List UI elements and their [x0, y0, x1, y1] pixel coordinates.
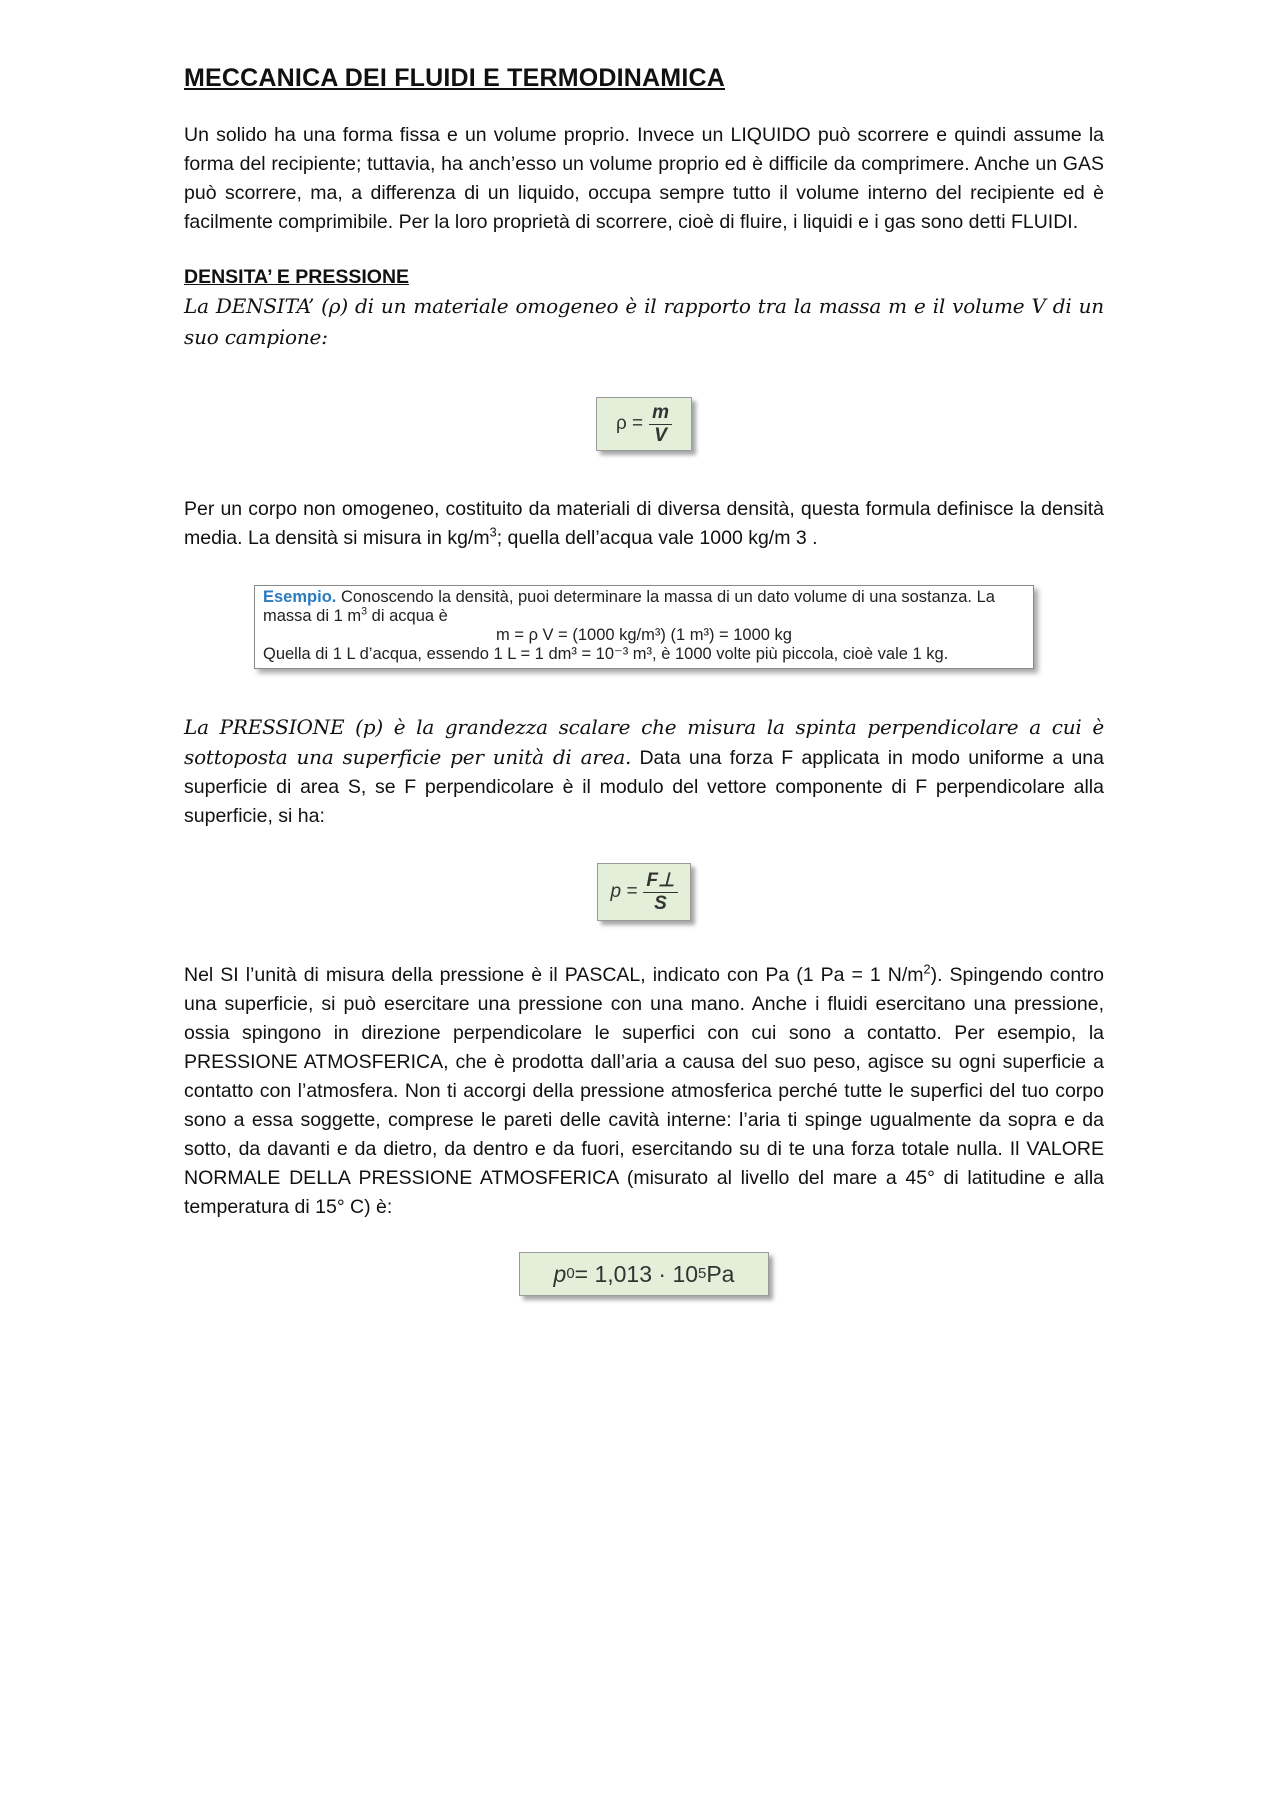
atm-formula-value: = 1,013 · 10 — [574, 1260, 699, 1287]
intro-paragraph: Un solido ha una forma fissa e un volume proprio. Invece un LIQUIDO può scorrere e quindi assume la forma del recipiente; tuttavia, ha anch’esso un volume proprio ed è difficile da comprimere. Anche un GAS può scorrere, ma, a differenza di un liquido, occupa sempre tutto il volume interno del recipiente ed è facilmente comprimibile. Per la loro proprietà di scorrere, cioè di fluire, i liquidi e i gas sono detti FLUIDI. — [184, 124, 1104, 233]
density-note-text-end: ; quella dell’acqua vale 1000 kg/m 3 . — [496, 527, 818, 549]
atm-formula-symbol: p — [553, 1260, 567, 1287]
example-line-1 — [263, 588, 1025, 626]
example-text: Conoscendo la densità, puoi determinare la massa di un dato volume di una sostanza. La massa di 1 m — [263, 588, 995, 625]
example-line-3: Quella di 1 L d’acqua, essendo 1 L = 1 dm³ = 10⁻³ m³, è 1000 volte più piccola, cioè vale 1 kg. — [263, 645, 949, 663]
density-formula-numerator: m — [649, 403, 672, 425]
pressure-formula-denominator: S — [654, 892, 667, 914]
example-label: Esempio. — [263, 588, 337, 606]
pascal-text: Nel SI l’unità di misura della pressione è il PASCAL, indicato con Pa (1 Pa = 1 N/m — [184, 964, 924, 986]
pascal-exponent: 2 — [923, 962, 931, 977]
density-formula-lhs: ρ = — [615, 413, 644, 434]
pascal-text-end: ). Spingendo contro una superficie, si può esercitare una pressione con una mano. Anche i fluidi esercitano una pressione, ossia spingono in direzione perpendicolare le superfici con cui sono a contatto. Per esempio, la PRESSIONE ATMOSFERICA, che è prodotta dall’aria a causa del suo peso, agisce su ogni superficie a contatto con l’atmosfera. Non ti accorgi della pressione atmosferica perché tutte le superfici del tuo corpo sono a essa soggette, comprese le pareti delle cavità interne: l’aria ti spinge ugualmente da sopra e da sotto, da davanti e da dietro, da dentro e da fuori, esercitando su di te una forza totale nulla. Il VALORE NORMALE DELLA PRESSIONE ATMOSFERICA (misurato al livello del mare a 45° di latitudine e alla temperatura di 15° C) è: — [184, 964, 1104, 1218]
density-formula-wrap — [184, 397, 1104, 451]
density-note-text: Per un corpo non omogeneo, costituito da materiali di diversa densità, questa formula definisce la densità media. La densità si misura in kg/m — [184, 498, 1104, 549]
document-title: MECCANICA DEI FLUIDI E TERMODINAMICA — [184, 64, 725, 92]
density-formula — [596, 397, 692, 451]
example-box-wrap — [184, 585, 1104, 669]
pressure-formula — [597, 863, 691, 921]
example-exponent: 3 — [361, 605, 368, 618]
pascal-paragraph — [184, 961, 1104, 1222]
atm-formula-unit: Pa — [706, 1260, 735, 1287]
atm-formula-wrap — [184, 1252, 1104, 1296]
density-note-paragraph — [184, 495, 1104, 553]
density-formula-denominator: V — [654, 424, 667, 446]
pressure-formula-fraction — [643, 871, 677, 914]
example-text-end: di acqua è — [367, 607, 448, 625]
example-box — [254, 585, 1034, 669]
example-equation: m = ρ V = (1000 kg/m³) (1 m³) = 1000 kg — [496, 626, 792, 644]
pressure-formula-wrap — [184, 863, 1104, 921]
density-formula-fraction — [649, 403, 672, 446]
pressure-definition-paragraph — [184, 713, 1104, 831]
section-heading-density-pressure: DENSITA’ E PRESSIONE — [184, 266, 410, 288]
atm-pressure-formula: p 0 = 1,013 · 10 5 Pa — [519, 1252, 769, 1296]
pressure-definition-rest: Data una forza F applicata in modo uniforme a una superficie di area S, se F perpendicolare è il modulo del vettore componente di F perpendicolare alla superficie, si ha: — [184, 747, 1104, 827]
pressure-formula-lhs: p = — [610, 881, 638, 902]
density-note-exponent: 3 — [489, 525, 497, 540]
document-page — [184, 64, 1104, 1296]
density-definition: La DENSITA’ (ρ) di un materiale omogeneo è il rapporto tra la massa m e il volume V di un suo campione: — [184, 294, 1104, 349]
pressure-definition-hand: La PRESSIONE (p) è la grandezza scalare che misura la spinta perpendicolare a cui è sottoposta una superficie per unità di area. — [184, 715, 1104, 769]
pressure-formula-numerator: F⊥ — [643, 871, 677, 893]
